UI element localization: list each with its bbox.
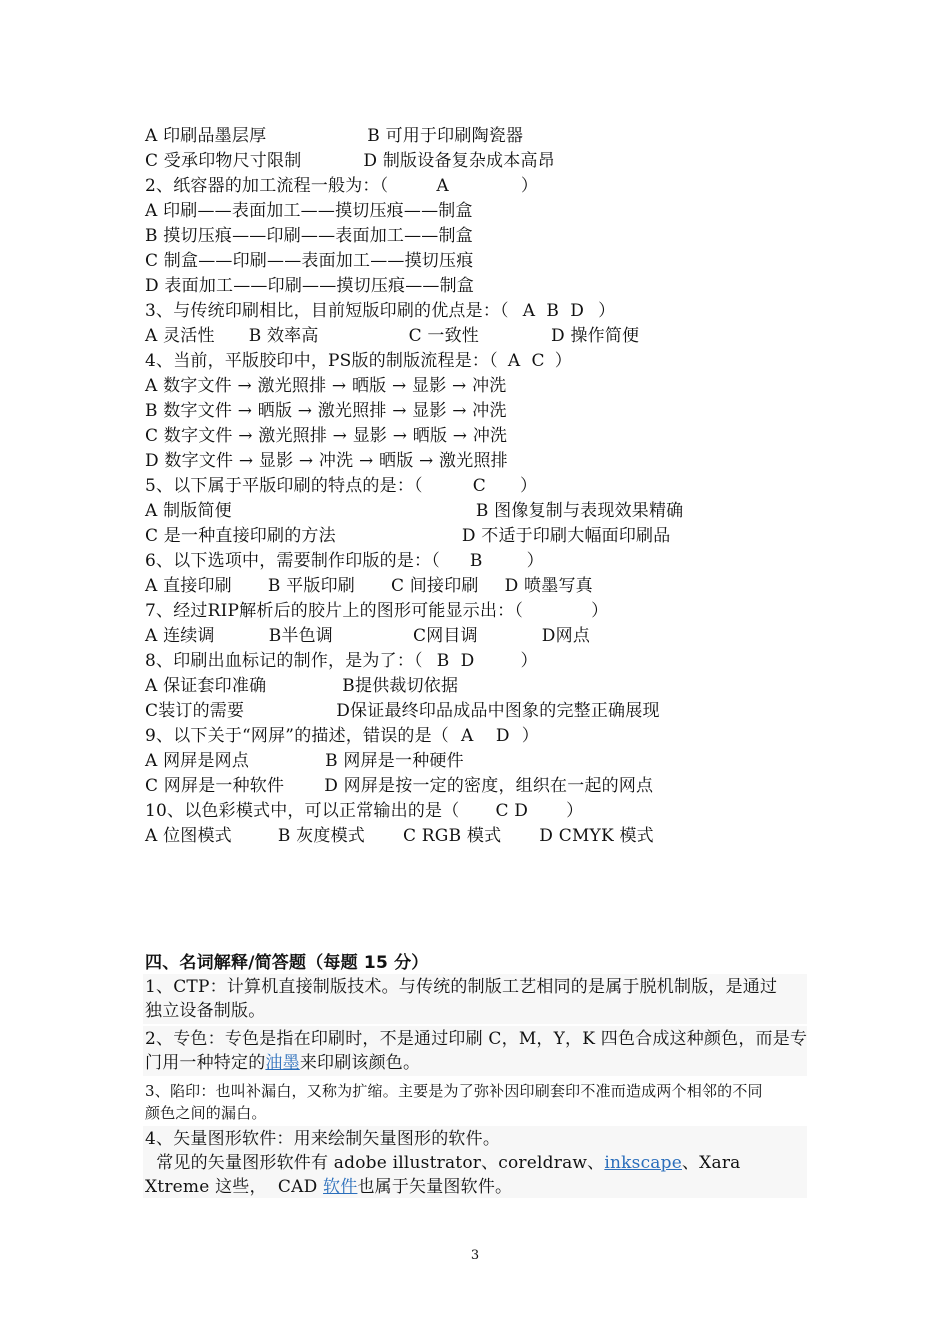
q10-options: A 位图模式 B 灰度模式 C RGB 模式 D CMYK 模式: [145, 826, 654, 846]
q7-stem: 7、经过RIP解析后的胶片上的图形可能显示出：（ ）: [145, 601, 609, 621]
q3-answer: A B D: [522, 301, 585, 321]
q7-options: A 连续调 B半色调 C网目调 D网点: [145, 626, 591, 646]
q5-options-row2: C 是一种直接印刷的方法 D 不适于印刷大幅面印刷品: [145, 526, 671, 546]
q2-stem: 2、纸容器的加工流程一般为：（ A ）: [145, 176, 539, 196]
q6-options: A 直接印刷 B 平版印刷 C 间接印刷 D 喷墨写真: [145, 576, 593, 596]
q8-answer: B D: [436, 651, 475, 671]
ink-link[interactable]: 油墨: [265, 1053, 300, 1073]
q9-options-row2: C 网屏是一种软件 D 网屏是按一定的密度，组织在一起的网点: [145, 776, 654, 796]
q9-stem: 9、以下关于“网屏”的描述，错误的是（ A D ）: [145, 726, 539, 746]
q4-option-d: D 数字文件 → 显影 → 冲洗 → 晒版 → 激光照排: [145, 451, 508, 471]
item2-line2: 门用一种特定的油墨来印刷该颜色。: [145, 1053, 421, 1073]
section4-heading: 四、名词解释/简答题（每题 15 分）: [145, 953, 429, 973]
q5-answer: C: [472, 476, 486, 496]
item2-line1: 2、专色：专色是指在印刷时，不是通过印刷 C，M，Y，K 四色合成这种颜色，而是专: [145, 1029, 808, 1049]
item4-line1: 4、矢量图形软件：用来绘制矢量图形的软件。: [145, 1129, 501, 1149]
page-number: 3: [470, 1248, 480, 1263]
q2-option-d: D 表面加工——印刷——摸切压痕——制盒: [145, 276, 475, 296]
software-link[interactable]: 软件: [323, 1177, 358, 1197]
q8-options-row1: A 保证套印准确 B提供裁切依据: [145, 676, 459, 696]
q3-options: A 灵活性 B 效率高 C 一致性 D 操作简便: [145, 326, 640, 346]
item1-line2: 独立设备制版。: [145, 1001, 266, 1021]
q4-option-a: A 数字文件 → 激光照排 → 晒版 → 显影 → 冲洗: [145, 376, 507, 396]
q5-options-row1: A 制版简便 B 图像复制与表现效果精确: [145, 501, 684, 521]
q2-answer: A: [436, 176, 449, 196]
q5-stem: 5、以下属于平版印刷的特点的是：（ C ）: [145, 476, 538, 496]
q9-answer: A D: [461, 726, 510, 746]
q10-stem: 10、以色彩模式中，可以正常输出的是（ C D ）: [145, 801, 584, 821]
q4-option-c: C 数字文件 → 激光照排 → 显影 → 晒版 → 冲洗: [145, 426, 508, 446]
q6-answer: B: [469, 551, 483, 571]
q1-option-c: C 受承印物尺寸限制: [145, 151, 302, 171]
item4-line3: Xtreme 这些， CAD 软件也属于矢量图软件。: [145, 1177, 513, 1197]
q4-stem: 4、当前，平版胶印中，PS版的制版流程是：（ A C ）: [145, 351, 572, 371]
item1-line1: 1、CTP：计算机直接制版技术。与传统的制版工艺相同的是属于脱机制版，是通过: [145, 977, 778, 997]
item4-line2: 常见的矢量图形软件有 adobe illustrator、coreldraw、inkscape、Xara: [145, 1153, 741, 1173]
q1-option-d: D 制版设备复杂成本高昂: [363, 151, 555, 171]
q1-option-a: A 印刷品墨层厚: [145, 126, 267, 146]
q2-option-a: A 印刷——表面加工——摸切压痕——制盒: [145, 201, 473, 221]
q9-options-row1: A 网屏是网点 B 网屏是一种硬件: [145, 751, 464, 771]
q2-option-c: C 制盒——印刷——表面加工——摸切压痕: [145, 251, 474, 271]
q1-options-row1: [145, 125, 523, 147]
q4-answer: A C: [507, 351, 545, 371]
q8-stem: 8、印刷出血标记的制作，是为了：（ B D ）: [145, 651, 538, 671]
q10-answer: C D: [495, 801, 529, 821]
q1-option-b: B 可用于印刷陶瓷器: [367, 126, 524, 146]
item3-line1: 3、陷印：也叫补漏白，又称为扩缩。主要是为了弥补因印刷套印不准而造成两个相邻的不同: [145, 1082, 763, 1100]
inkscape-link[interactable]: inkscape: [604, 1153, 682, 1173]
q4-option-b: B 数字文件 → 晒版 → 激光照排 → 显影 → 冲洗: [145, 401, 507, 421]
q6-stem: 6、以下选项中，需要制作印版的是：（ B ）: [145, 551, 544, 571]
q3-stem: 3、与传统印刷相比，目前短版印刷的优点是：（ A B D ）: [145, 301, 616, 321]
q8-options-row2: C装订的需要 D保证最终印品成品中图象的完整正确展现: [145, 701, 660, 721]
item3-line2: 颜色之间的漏白。: [145, 1104, 267, 1122]
q2-option-b: B 摸切压痕——印刷——表面加工——制盒: [145, 226, 473, 246]
q1-options-row2: [145, 150, 555, 172]
